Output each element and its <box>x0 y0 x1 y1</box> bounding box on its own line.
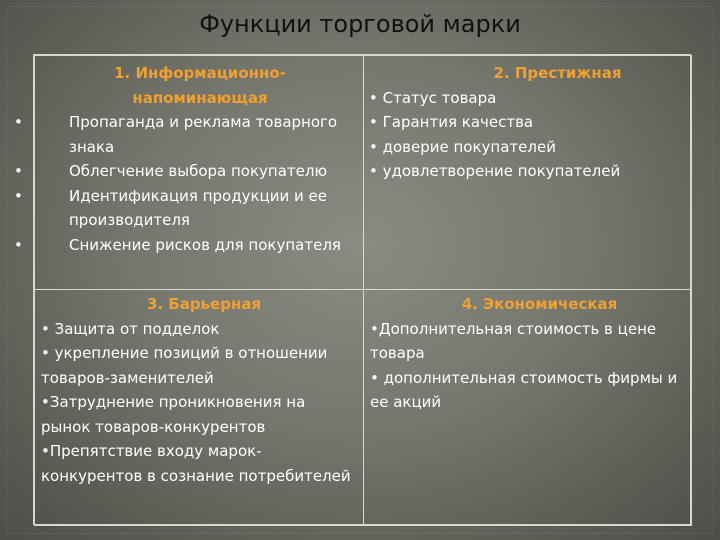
heading-line-1: 1. Информационно- <box>114 64 286 82</box>
economic-list <box>364 317 691 415</box>
cell-prestige <box>363 55 692 290</box>
list-item: •Дополнительная стоимость в цене товара <box>370 319 657 362</box>
prestige-list <box>364 86 691 184</box>
barrier-list <box>35 317 363 489</box>
list-item-text: Снижение рисков для покупателя <box>69 235 341 254</box>
bullet-icon: • <box>14 162 23 180</box>
list-item <box>14 184 359 233</box>
list-item-text: Пропаганда и реклама товарного знака <box>69 113 338 156</box>
list-item: • дополнительная стоимость фирмы и ее акций <box>370 368 678 411</box>
cell-economic-heading: 4. Экономическая <box>461 295 618 313</box>
list-item-text: Облегчение выбора покупателю <box>69 162 328 180</box>
bullet-icon: • <box>14 235 23 254</box>
bullet-icon: • <box>14 186 23 205</box>
cell-informational-heading <box>35 56 295 110</box>
list-item: • Защита от подделок <box>41 319 220 338</box>
list-item: • укрепление позиций в отношении товаров-заменителей <box>41 344 328 387</box>
heading-line-2: напоминающая <box>132 88 268 107</box>
functions-table <box>14 54 691 525</box>
cell-prestige-heading: 2. Престижная <box>493 64 622 82</box>
list-item: •Затруднение проникновения на рынок товаров-конкурентов <box>41 393 306 436</box>
list-item-text: Идентификация продукции и ее производителя <box>69 186 327 229</box>
list-item: • Статус товара <box>369 88 497 107</box>
cell-informational <box>14 55 364 290</box>
cell-barrier <box>34 289 364 526</box>
informational-list <box>14 110 363 257</box>
list-item <box>14 110 359 159</box>
list-item: • доверие покупателей <box>369 137 556 156</box>
list-item: •Препятствие входу марок-конкурентов в сознание потребителей <box>41 442 351 485</box>
cell-economic <box>363 289 692 526</box>
list-item: • удовлетворение покупателей <box>369 162 621 180</box>
slide-title: Функции торговой марки <box>199 10 521 38</box>
cell-barrier-heading: 3. Барьерная <box>146 295 262 313</box>
bullet-icon: • <box>14 113 23 131</box>
list-item <box>14 159 359 184</box>
list-item: • Гарантия качества <box>369 113 534 131</box>
list-item <box>14 233 365 258</box>
